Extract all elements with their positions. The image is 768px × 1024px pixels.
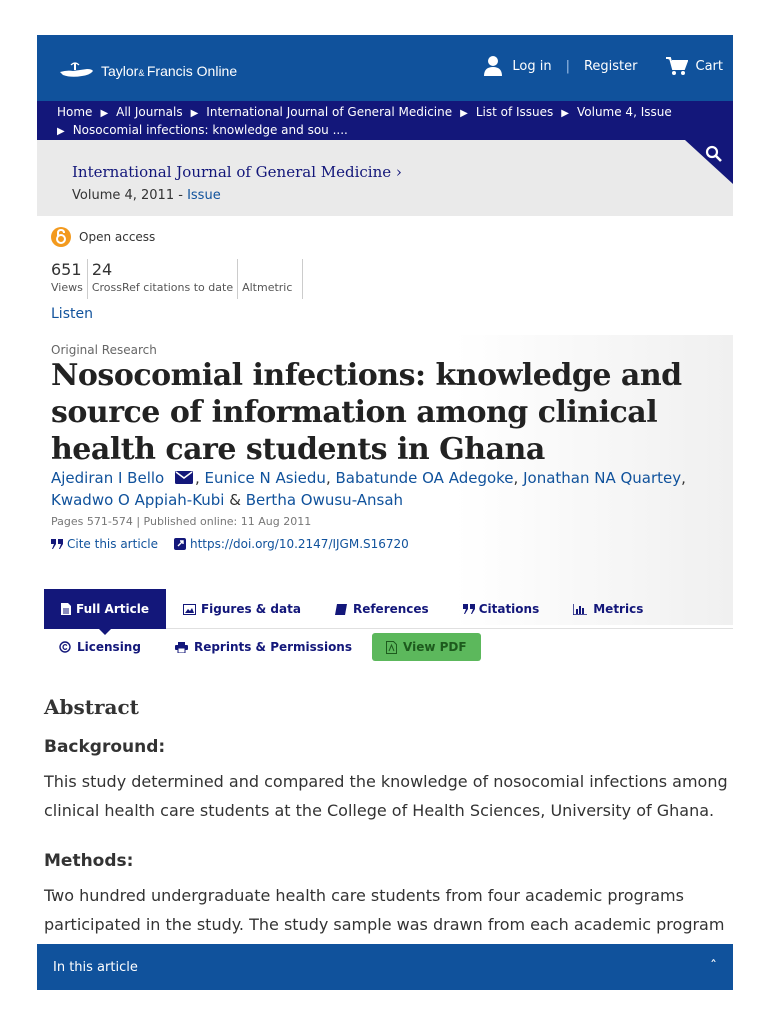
page-frame: [37, 35, 733, 975]
methods-text: Two hundred undergraduate health care students from four academic programs participated in the study. The study sample was drawn from each academic program: [44, 886, 725, 934]
issue-link[interactable]: Issue: [187, 188, 221, 203]
cite-article-link[interactable]: [51, 537, 158, 551]
tab-metrics[interactable]: Metrics: [556, 589, 660, 629]
crossref-metric: [92, 259, 238, 299]
citation-actions: [51, 537, 425, 551]
quote-icon: [51, 539, 63, 549]
altmetric-metric[interactable]: [242, 259, 303, 299]
cart-label: Cart: [695, 58, 723, 74]
lamp-logo-icon: [57, 61, 97, 81]
doi-link[interactable]: [174, 537, 409, 551]
listen-button[interactable]: Listen: [51, 306, 93, 322]
breadcrumb-all-journals[interactable]: All Journals: [116, 105, 183, 119]
document-icon: [61, 603, 71, 615]
breadcrumb-home[interactable]: Home: [57, 105, 93, 119]
divider: |: [565, 58, 570, 74]
cite-label: Cite this article: [67, 537, 158, 551]
journal-volume: Volume 4, 2011 - Issue: [72, 188, 221, 203]
open-access-icon: [51, 227, 71, 247]
bar-chart-icon: [573, 604, 587, 615]
chevron-right-icon: ›: [395, 163, 402, 181]
tab-figures-data[interactable]: Figures & data: [166, 589, 318, 629]
breadcrumb-current: Nosocomial infections: knowledge and sou ....: [72, 123, 348, 137]
site-header: [37, 35, 733, 101]
cart-icon: [666, 57, 688, 75]
article-type: Original Research: [51, 343, 157, 357]
background-text: This study determined and compared the knowledge of nosocomial infections among clinical health care students at the College of Health Sciences, University of Ghana.: [44, 772, 728, 820]
altmetric-score: [242, 259, 292, 281]
methods-heading: Methods:: [44, 851, 134, 871]
article-title: Nosocomial infections: knowledge and source of information among clinical health care students in Ghana: [51, 358, 682, 467]
crossref-count: 24: [91, 260, 113, 279]
tab-references[interactable]: References: [318, 589, 446, 629]
login-label: Log in: [512, 58, 552, 74]
views-label: Views: [51, 281, 83, 294]
image-icon: [183, 604, 196, 615]
journal-banner: [37, 140, 733, 216]
views-count: 651: [51, 260, 82, 279]
pdf-file-icon: [386, 641, 397, 654]
crossref-label: CrossRef citations to date: [91, 281, 234, 294]
background-heading: Background:: [44, 737, 166, 757]
article-header: [37, 335, 733, 625]
author-link[interactable]: Bertha Owusu-Ansah: [245, 491, 404, 509]
author-link[interactable]: Eunice N Asiedu: [204, 469, 326, 487]
author-ampersand: &: [229, 491, 241, 509]
author-link[interactable]: Babatunde OA Adegoke: [335, 469, 514, 487]
search-icon[interactable]: [705, 145, 725, 165]
in-this-article-bar[interactable]: [37, 944, 733, 990]
journal-title-link[interactable]: International Journal of General Medicine ›: [72, 163, 402, 181]
view-pdf-button[interactable]: View PDF: [372, 633, 481, 661]
triangle-right-icon: ▶: [460, 108, 468, 119]
author-link[interactable]: Jonathan NA Quartey: [523, 469, 682, 487]
publication-info: Pages 571-574 | Published online: 11 Aug 2011: [51, 515, 312, 528]
triangle-right-icon: ▶: [190, 108, 199, 119]
book-icon: [335, 604, 347, 615]
breadcrumb-volume[interactable]: Volume 4, Issue: [576, 105, 672, 119]
author-list: Ajediran I Bello , Eunice N Asiedu, Babatunde OA Adegoke, Jonathan NA Quartey, Kwadwo O Appiah-Kubi & Bertha Owusu-Ansah: [51, 469, 686, 509]
licensing-link[interactable]: Licensing: [59, 640, 141, 654]
open-access-label: Open access: [79, 230, 156, 244]
external-link-icon: [174, 538, 186, 550]
envelope-icon[interactable]: [175, 471, 193, 484]
triangle-right-icon: ▶: [100, 108, 109, 119]
user-icon: [484, 55, 502, 77]
open-access-badge: [51, 227, 155, 247]
copyright-icon: [59, 641, 71, 653]
altmetric-label: Altmetric: [242, 281, 293, 294]
chevron-up-icon[interactable]: ˆ: [710, 959, 717, 975]
author-link[interactable]: Kwadwo O Appiah-Kubi: [51, 491, 225, 509]
cart-link[interactable]: [666, 57, 724, 75]
breadcrumb-journal[interactable]: International Journal of General Medicine: [206, 105, 453, 119]
tab-full-article[interactable]: Full Article: [44, 589, 166, 629]
triangle-right-icon: ▶: [57, 126, 65, 137]
logo-text: Taylor& Francis Online: [101, 63, 238, 79]
register-link[interactable]: Register: [583, 58, 638, 74]
in-this-article-label: In this article: [53, 959, 138, 975]
doi-label: https://doi.org/10.2147/IJGM.S16720: [189, 537, 409, 551]
breadcrumb: [37, 101, 733, 140]
reprints-permissions-link[interactable]: Reprints & Permissions: [175, 640, 352, 654]
article-tabs: [44, 589, 733, 629]
article-actions: [59, 633, 481, 661]
site-logo[interactable]: [57, 61, 237, 81]
tab-citations[interactable]: Citations: [446, 589, 557, 629]
account-links: [484, 55, 723, 77]
printer-icon: [175, 642, 188, 653]
article-metrics: [51, 259, 307, 299]
triangle-right-icon: ▶: [561, 108, 569, 119]
quote-icon: [463, 604, 475, 614]
breadcrumb-list-of-issues[interactable]: List of Issues: [475, 105, 554, 119]
abstract-section: [44, 695, 733, 965]
login-link[interactable]: [484, 55, 551, 77]
abstract-heading: Abstract: [44, 695, 139, 719]
views-metric: [51, 259, 88, 299]
author-link[interactable]: Ajediran I Bello: [51, 469, 165, 487]
